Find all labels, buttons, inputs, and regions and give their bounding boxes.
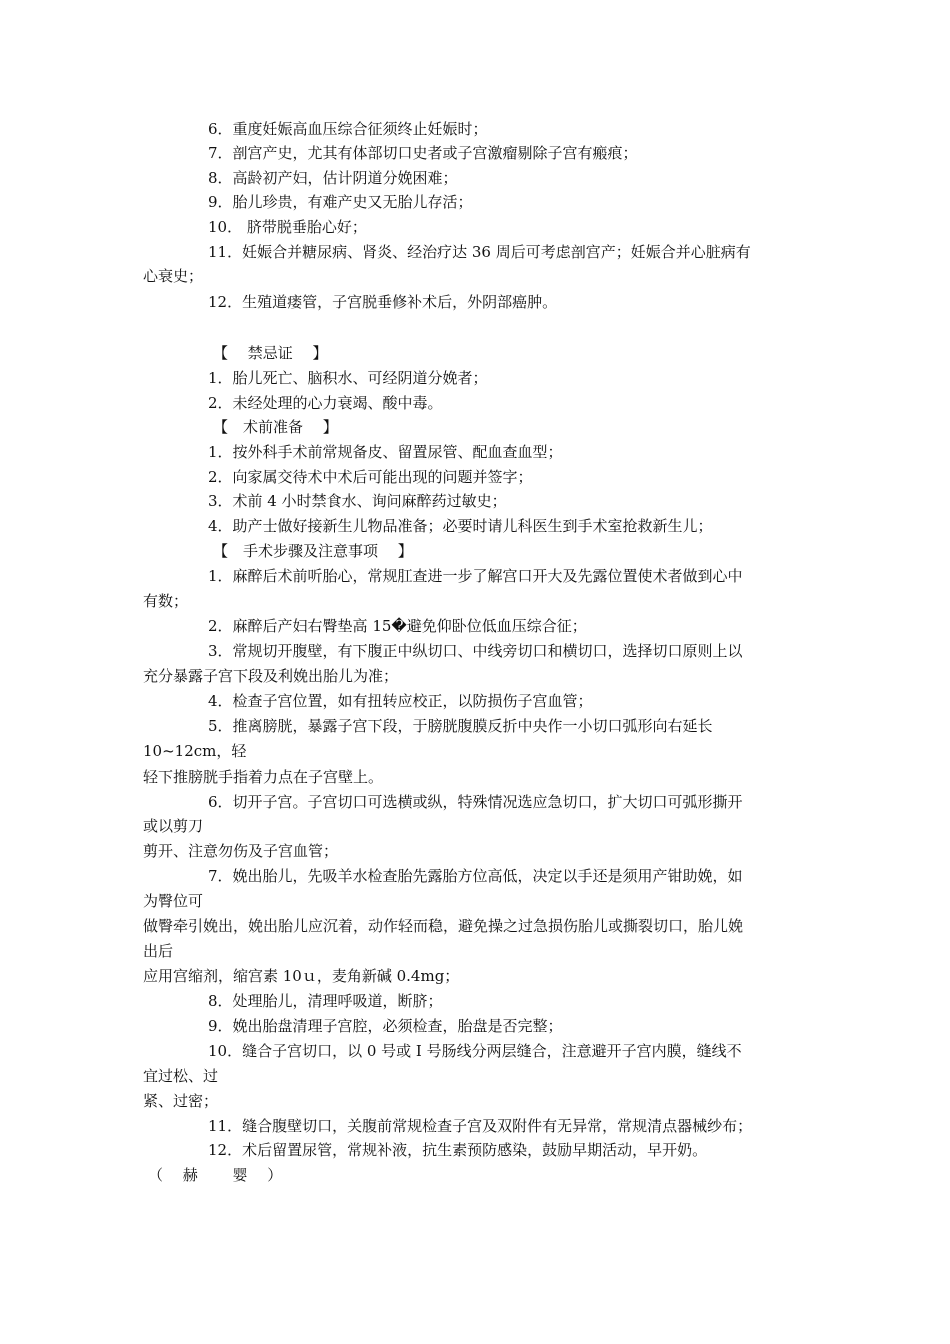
section-heading: 【 手术步骤及注意事项 】 xyxy=(213,542,413,560)
text-line: 4．检查子宫位置，如有扭转应校正，以防损伤子宫血管； xyxy=(208,692,593,710)
text-line: 10． 脐带脱垂胎心好； xyxy=(208,218,367,236)
text-line: 9．娩出胎盘清理子宫腔，必须检查，胎盘是否完整； xyxy=(208,1017,563,1035)
text-line: 10~12cm，轻 xyxy=(143,742,247,760)
text-line: 4．助产士做好接新生儿物品准备；必要时请儿科医生到手术室抢救新生儿； xyxy=(208,517,713,535)
text-line: 2．向家属交待术中术后可能出现的问题并签字； xyxy=(208,468,533,486)
text-line: 1．胎儿死亡、脑积水、可经阴道分娩者； xyxy=(208,369,488,387)
text-line: 11．缝合腹壁切口，关腹前常规检查子宫及双附件有无异常，常规清点器械纱布； xyxy=(208,1117,753,1135)
text-line: 出后 xyxy=(143,942,174,960)
text-line: 12．术后留置尿管，常规补液，抗生素预防感染，鼓励早期活动，早开奶。 xyxy=(208,1141,708,1159)
text-line: 3．常规切开腹壁，有下腹正中纵切口、中线旁切口和横切口，选择切口原则上以 xyxy=(208,642,743,660)
text-line: 10．缝合子宫切口，以 0 号或 I 号肠线分两层缝合，注意避开子宫内膜，缝线不 xyxy=(208,1042,742,1060)
text-line: 1．麻醉后术前听胎心，常规肛查进一步了解宫口开大及先露位置使术者做到心中 xyxy=(208,567,743,585)
text-line: 12．生殖道瘘管，子宫脱垂修补术后，外阴部癌肿。 xyxy=(208,293,558,311)
text-line: 剪开、注意勿伤及子宫血管； xyxy=(143,842,339,860)
text-line: 6．切开子宫。子宫切口可选横或纵，特殊情况选应急切口，扩大切口可弧形撕开 xyxy=(208,793,743,811)
text-line: 2．麻醉后产妇右臀垫高 15�避免仰卧位低血压综合征； xyxy=(208,617,587,635)
text-line: 6．重度妊娠高血压综合征须终止妊娠时； xyxy=(208,120,488,138)
text-line: 紧、过密； xyxy=(143,1092,219,1110)
text-line: 8．高龄初产妇，估计阴道分娩困难； xyxy=(208,169,458,187)
section-heading: 【 术前准备 】 xyxy=(213,418,338,436)
text-line: 9．胎儿珍贵，有难产史又无胎儿存活； xyxy=(208,193,473,211)
text-line: 或以剪刀 xyxy=(143,817,204,835)
text-line: 心衰史； xyxy=(143,267,204,285)
text-line: 做臀牵引娩出，娩出胎儿应沉着，动作轻而稳，避免操之过急损伤胎儿或撕裂切口，胎儿娩 xyxy=(143,917,744,935)
text-line: 轻下推膀胱手指着力点在子宫壁上。 xyxy=(143,768,384,786)
text-line: 有数； xyxy=(143,592,189,610)
text-line: 1．按外科手术前常规备皮、留置尿管、配血查血型； xyxy=(208,443,563,461)
text-line: 为臀位可 xyxy=(143,892,204,910)
text-line: 应用宫缩剂，缩宫素 10ｕ，麦角新碱 0.4mg； xyxy=(143,967,460,985)
text-line: 7．娩出胎儿，先吸羊水检查胎先露胎方位高低，决定以手还是须用产钳助娩，如 xyxy=(208,867,743,885)
text-line: 8．处理胎儿，清理呼吸道，断脐； xyxy=(208,992,443,1010)
text-line: 宜过松、过 xyxy=(143,1067,219,1085)
text-line: 11．妊娠合并糖尿病、肾炎、经治疗达 36 周后可考虑剖宫产；妊娠合并心脏病有 xyxy=(208,243,751,261)
text-line: 充分暴露子宫下段及利娩出胎儿为准； xyxy=(143,667,399,685)
text-line: 7．剖宫产史，尤其有体部切口史者或子宫激瘤剔除子宫有瘢痕； xyxy=(208,144,638,162)
text-line: 2．未经处理的心力衰竭、酸中毒。 xyxy=(208,394,443,412)
text-line: 5．推离膀胱，暴露子宫下段，于膀胱腹膜反折中央作一小切口弧形向右延长 xyxy=(208,717,713,735)
section-heading: 【 禁忌证 】 xyxy=(213,344,328,362)
author-signature: （ 赫 婴 ） xyxy=(148,1166,283,1184)
text-line: 3．术前 4 小时禁食水、询问麻醉药过敏史； xyxy=(208,492,507,510)
